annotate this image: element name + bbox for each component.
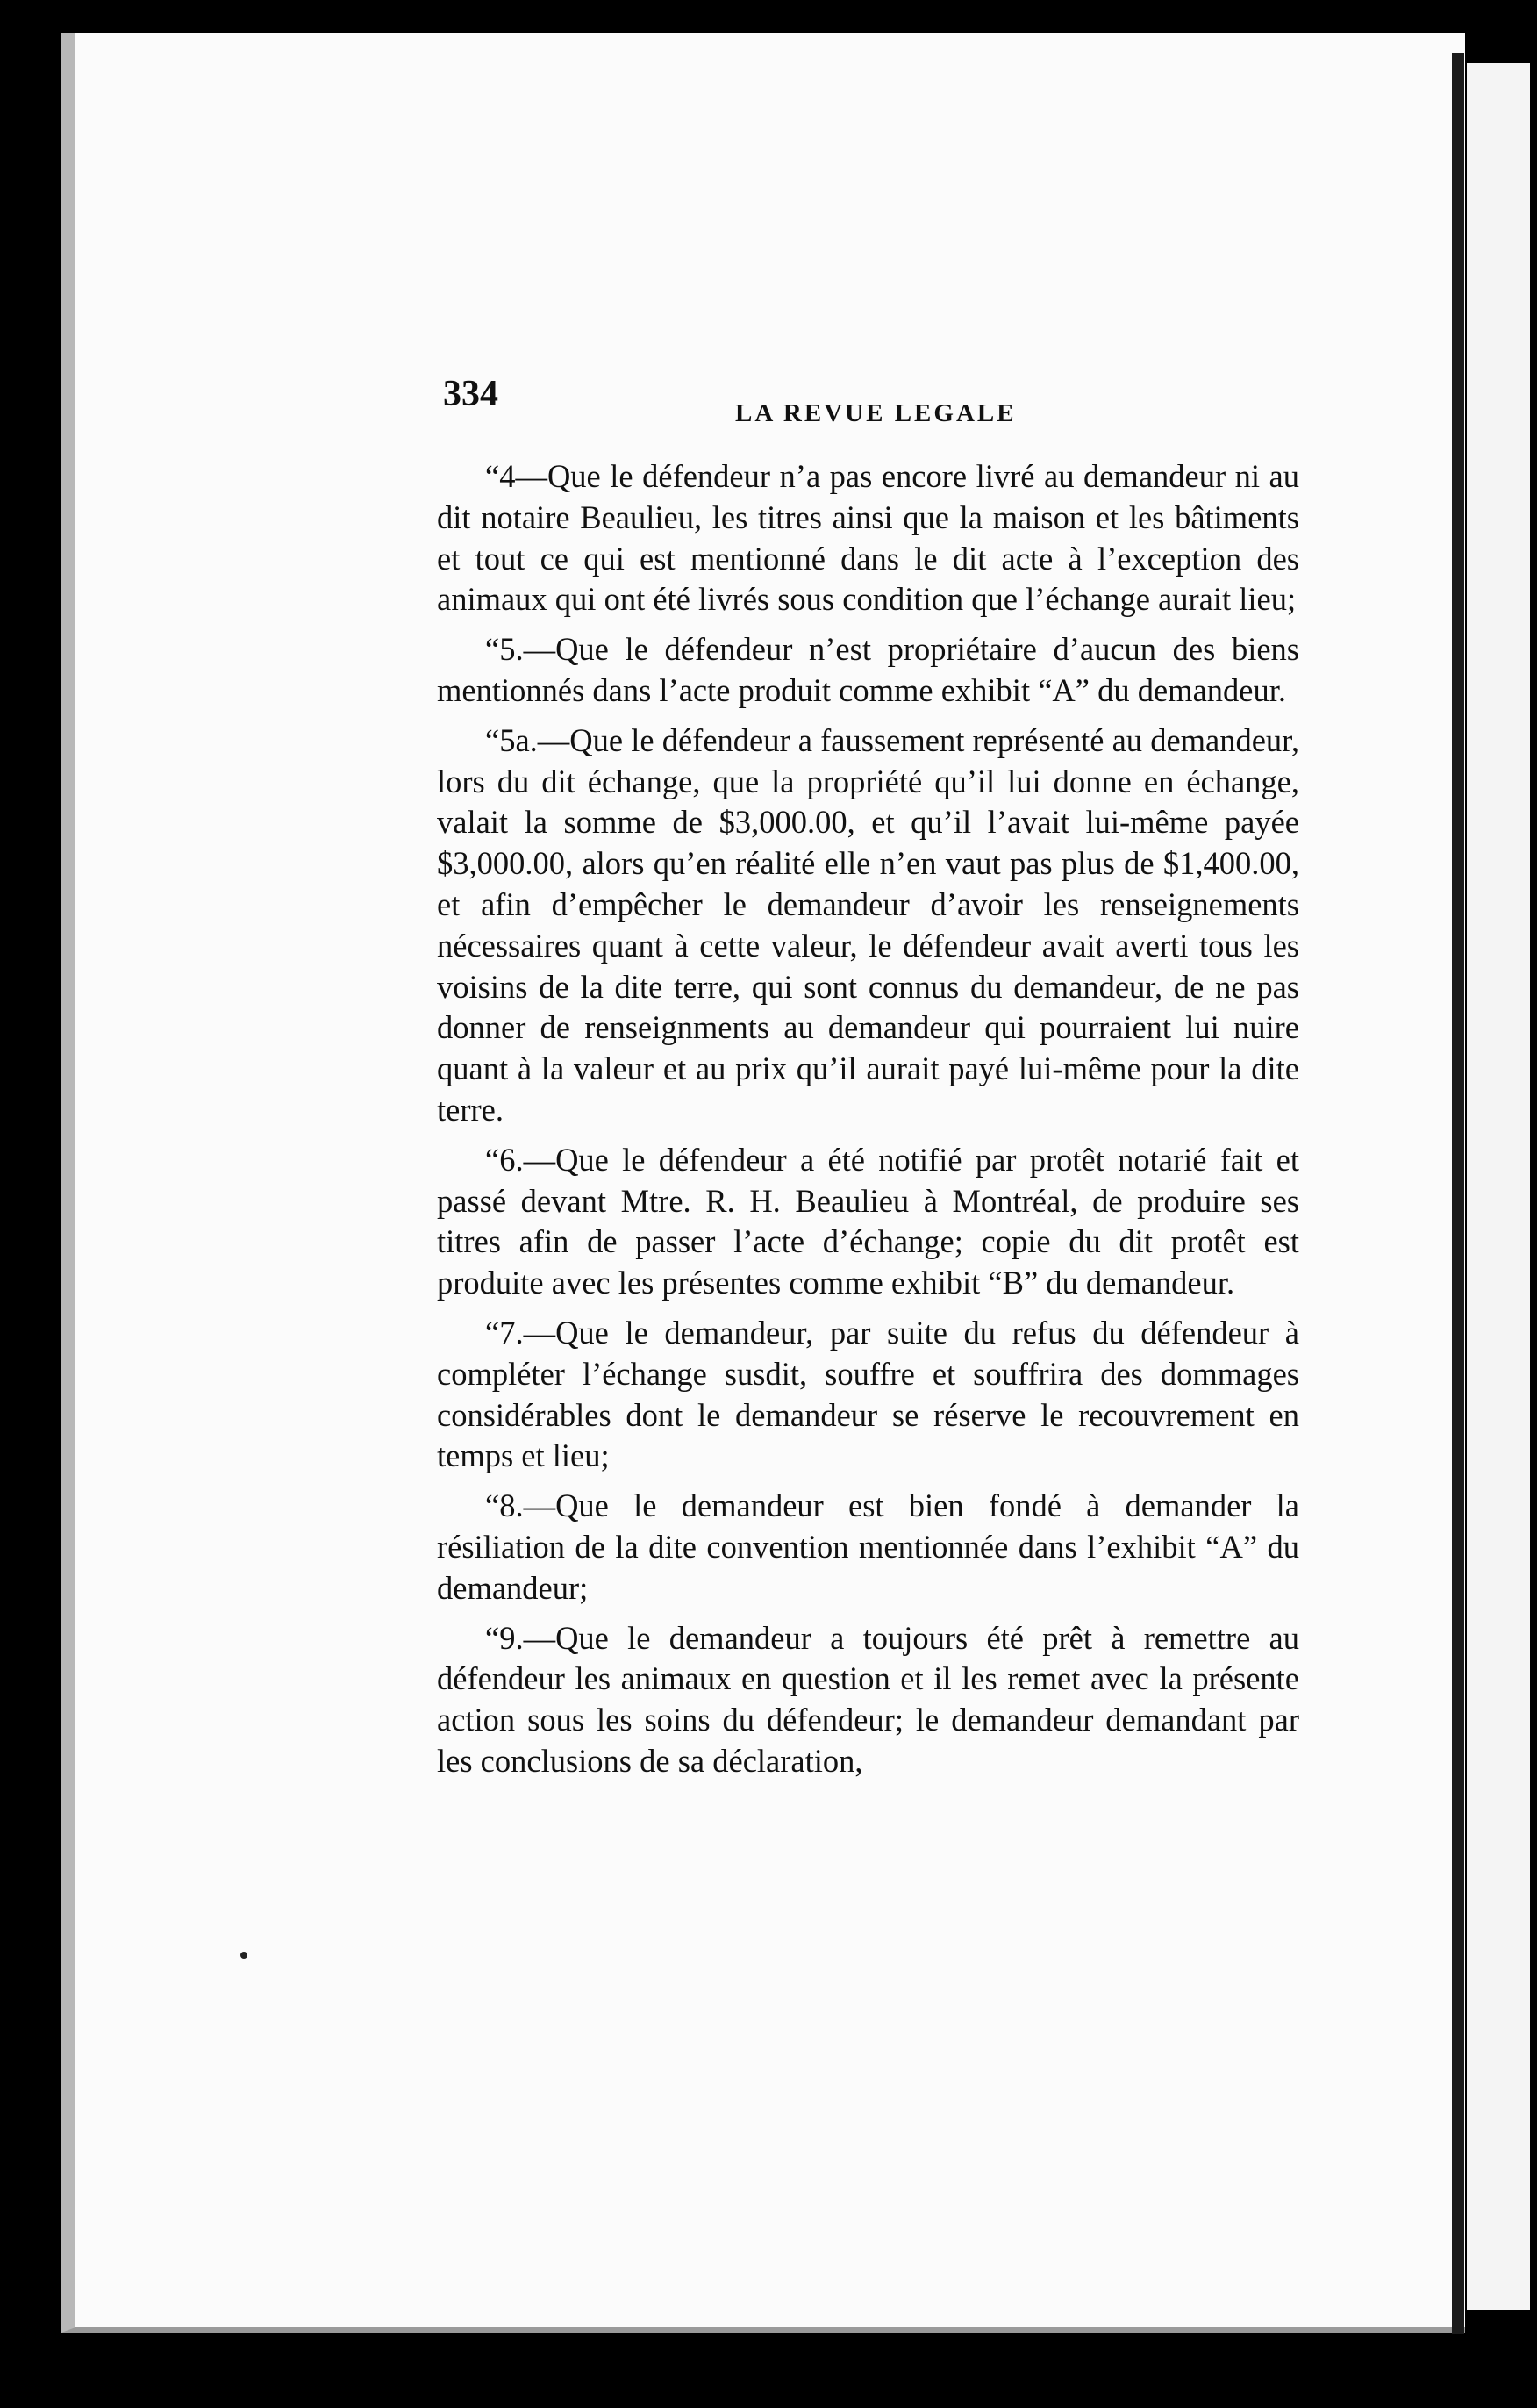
page-number: 334 xyxy=(443,374,498,414)
paragraph-5a: “5a.—Que le défendeur a faussement représenté au demandeur, lors du dit échange, que la propriété qu’il lui donne en échange, valait la somme de $3,000.00, et qu’il l’avait lui-même payée $3,000.00, alors qu’en réalité elle n’en vaut pas plus de $1,400.00, et afin d’empêcher le demandeur d’avoir les renseignements nécessaires quant à cette valeur, le défendeur avait averti tous les voisins de la dite terre, qui sont connus du demandeur, de ne pas donner de renseignments au demandeur qui pourraient lui nuire quant à la valeur et au prix qu’il aurait payé lui-même pour la dite terre. xyxy=(437,721,1299,1128)
scan-speck xyxy=(240,1952,247,1959)
facing-page-strip xyxy=(1467,63,1530,2310)
paragraph-9: “9.—Que le demandeur a toujours été prêt à remettre au défendeur les animaux en question et il les remet avec la présente action sous les soins du défendeur; le demandeur demandant par les conclusions de sa déclaration, xyxy=(437,1619,1299,1779)
page-header xyxy=(443,373,1320,434)
running-head: LA REVUE LEGALE xyxy=(735,399,1017,427)
page-body xyxy=(437,456,1299,1791)
paragraph-5: “5.—Que le défendeur n’est propriétaire d’aucun des biens mentionnés dans l’acte produit comme exhibit “A” du demandeur. xyxy=(437,631,1299,708)
paragraph-4: “4—Que le défendeur n’a pas encore livré au demandeur ni au dit notaire Beaulieu, les titres ainsi que la maison et les bâtiments et tout ce qui est mentionné dans le dit acte à l’exception des animaux qui ont été livrés sous condition que l’échange aurait lieu; xyxy=(437,458,1299,618)
paragraph-6: “6.—Que le défendeur a été notifié par protêt notarié fait et passé devant Mtre. R. H. Beaulieu à Montréal, de produire ses titres afin de passer l’acte d’échange; copie du dit protêt est produite avec les présentes comme exhibit “B” du demandeur. xyxy=(437,1141,1299,1301)
page-gutter-edge xyxy=(1452,53,1464,2334)
paragraph-8: “8.—Que le demandeur est bien fondé à demander la résiliation de la dite convention mentionnée dans l’exhibit “A” du demandeur; xyxy=(437,1487,1299,1606)
paragraph-7: “7.—Que le demandeur, par suite du refus du défendeur à compléter l’échange susdit, souffre et souffrira des dommages considérables dont le demandeur se réserve le recouvrement en temps et lieu; xyxy=(437,1314,1299,1474)
